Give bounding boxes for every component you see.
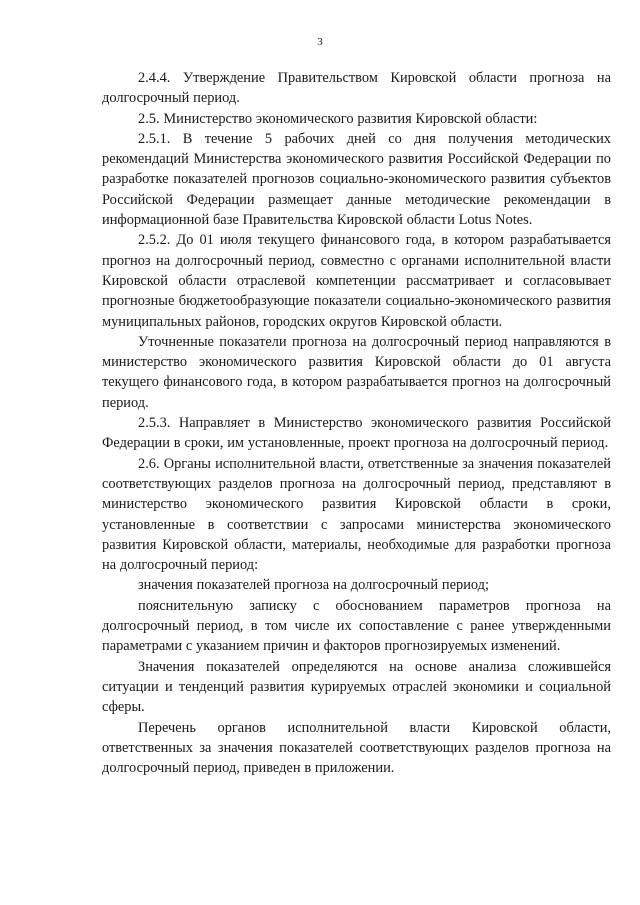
list-item-explanatory-note: пояснительную записку с обоснованием параметров прогноза на долгосрочный период, в том числе их сопоставление с ранее утвержденными параметрами с указанием причин и факторов прогнозируемых изменений. (102, 597, 611, 655)
paragraph-2-6: 2.6. Органы исполнительной власти, ответственные за значения показателей соответствующих разделов прогноза на долгосрочный период, представляют в министерство экономического развития Кировской области в сроки, установленные в соответствии с запросами министерства экономического развития Кировской области, материалы, необходимые для разработки прогноза на долгосрочный период: (102, 455, 611, 574)
paragraph-2-5: 2.5. Министерство экономического развития Кировской области: (138, 110, 538, 127)
paragraph-2-5-3: 2.5.3. Направляет в Министерство экономического развития Российской Федерации в сроки, им установленные, проект прогноза на долгосрочный период. (102, 415, 611, 452)
document-body (102, 68, 611, 778)
paragraph-2-5-2: 2.5.2. До 01 июля текущего финансового года, в котором разрабатывается прогноз на долгосрочный период, совместно с органами исполнительной власти Кировской области отраслевой компетенции рассматривает и согласовывает прогнозные бюджетообразующие показатели социально-экономического развития муниципальных районов, городских округов Кировской области. (102, 232, 611, 330)
paragraph-authorities-list: Перечень органов исполнительной власти Кировской области, ответственных за значения показателей соответствующих разделов прогноза на долгосрочный период, приведен в приложении. (102, 719, 611, 777)
paragraph-2-5-1: 2.5.1. В течение 5 рабочих дней со дня получения методических рекомендаций Министерства экономического развития Российской Федерации по разработке показателей прогнозов социально-экономического развития субъектов Российской Федерации размещает данные методические рекомендации в информационной базе Правительства Кировской области Lotus Notes. (102, 130, 611, 229)
paragraph-refined-indicators: Уточненные показатели прогноза на долгосрочный период направляются в министерство экономического развития Кировской области до 01 августа текущего финансового года, в котором разрабатывается прогноз на долгосрочный период. (102, 333, 611, 411)
page-number: 3 (317, 36, 323, 48)
paragraph-indicator-basis: Значения показателей определяются на основе анализа сложившейся ситуации и тенденций развития курируемых отраслей экономики и социальной сферы. (102, 658, 611, 716)
paragraph-2-4-4: 2.4.4. Утверждение Правительством Кировской области прогноза на долгосрочный период. (102, 70, 611, 107)
list-item-indicator-values: значения показателей прогноза на долгосрочный период; (138, 577, 489, 594)
